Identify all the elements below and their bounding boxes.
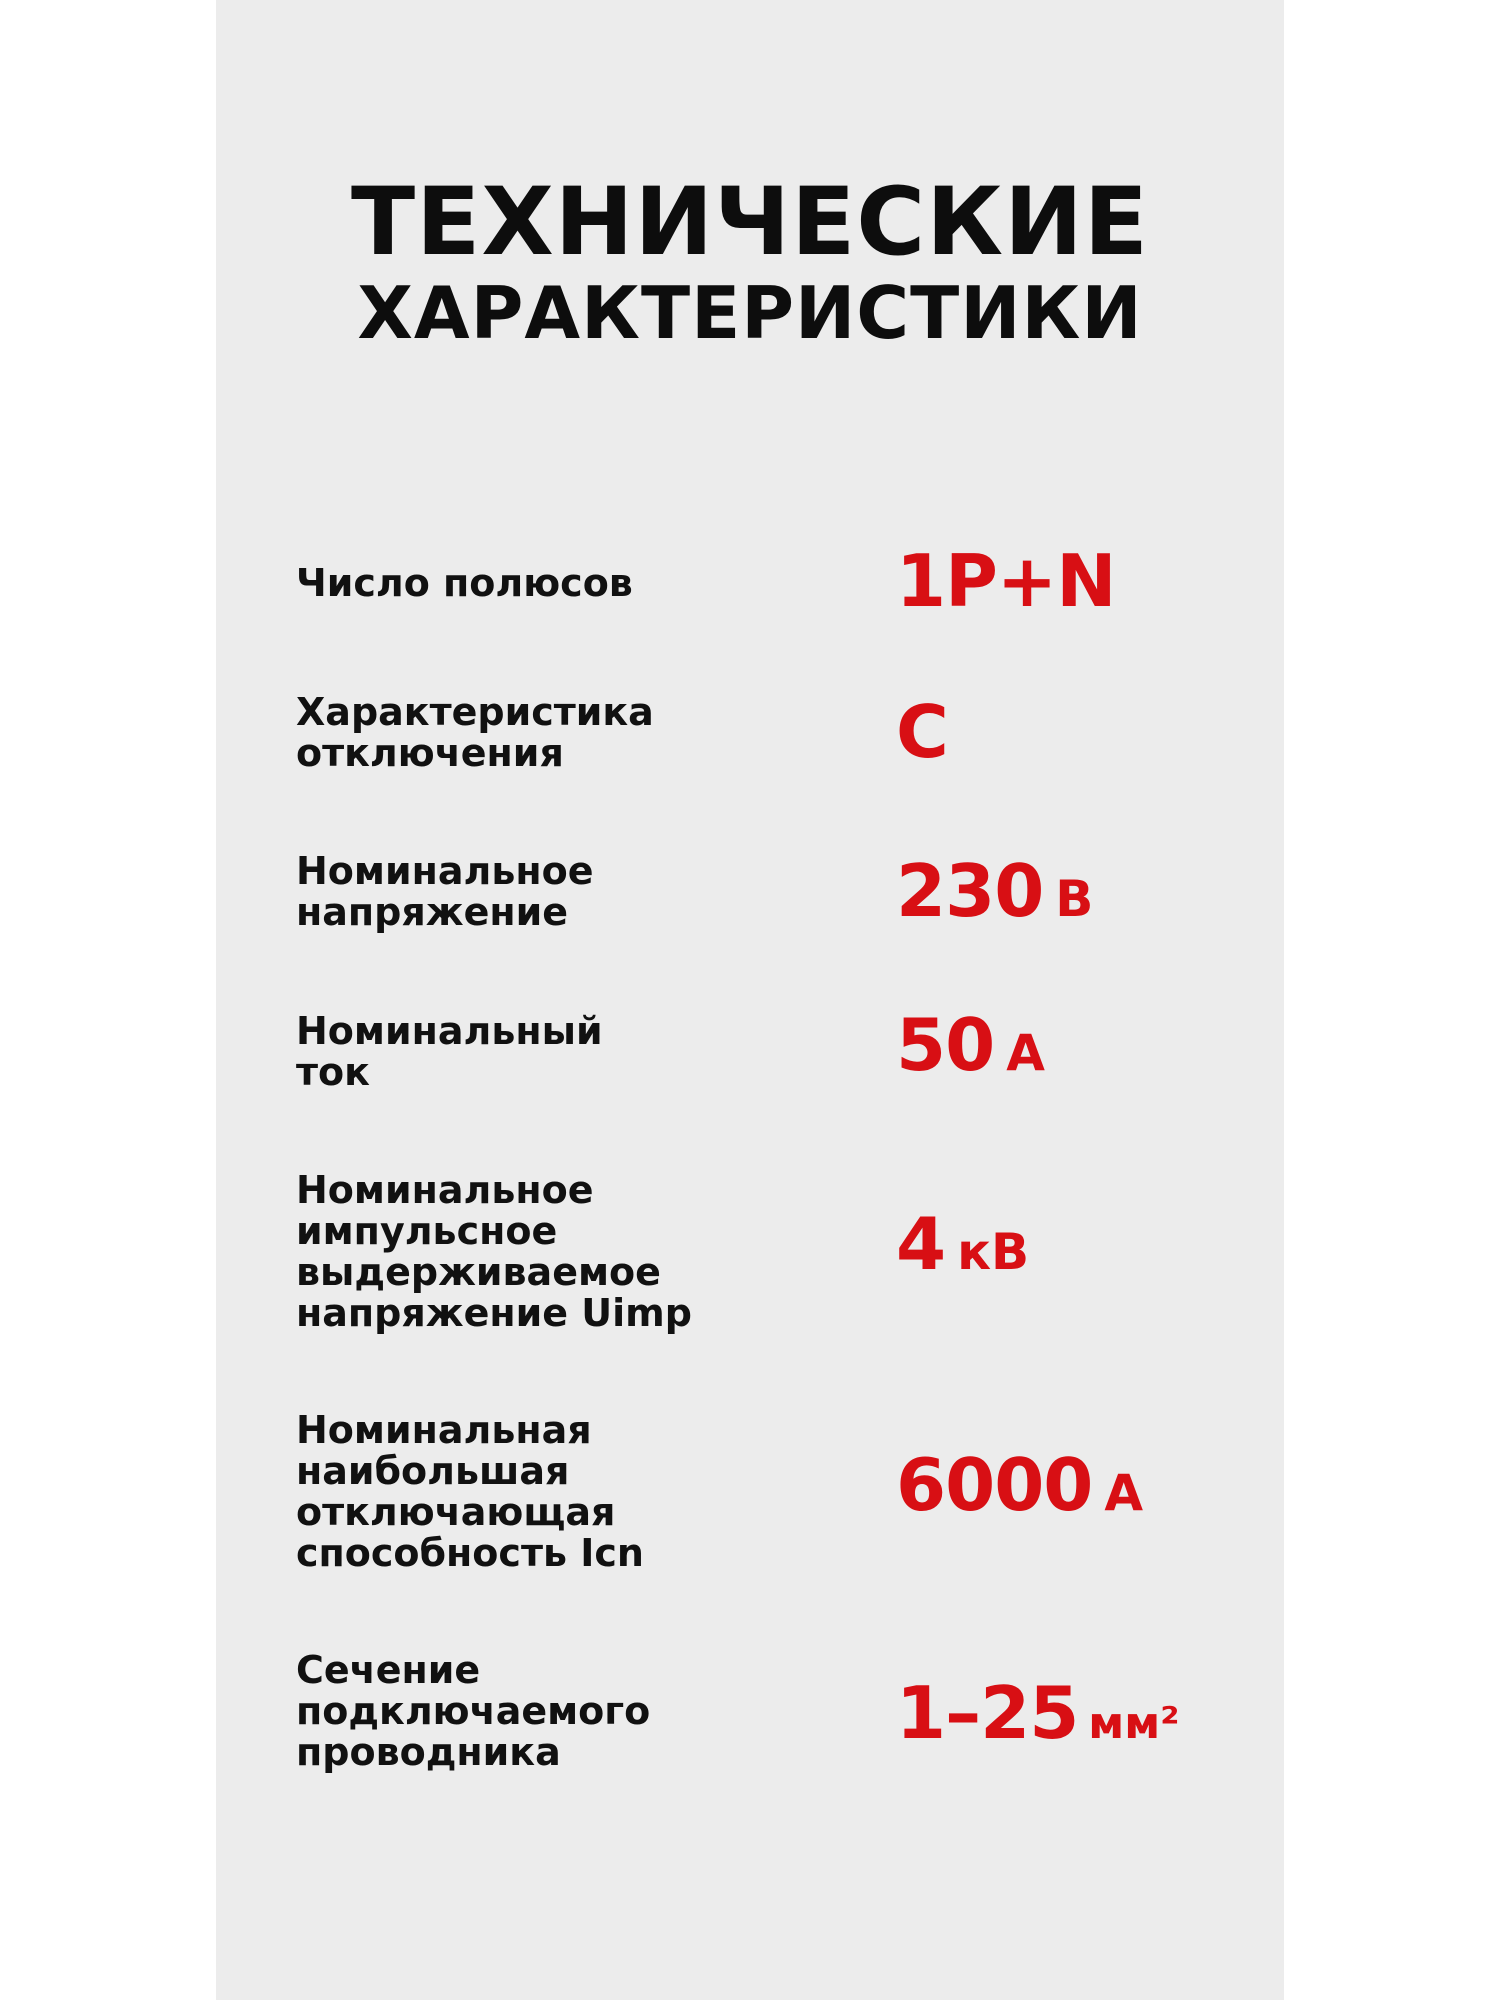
- spec-value-breaking-capacity: [896, 1445, 1143, 1545]
- spec-value-number: 1P+N: [896, 539, 1116, 623]
- spec-value-number: 1–25: [896, 1671, 1079, 1755]
- spec-value-number: 4: [896, 1202, 946, 1286]
- spec-value-rated-voltage: [896, 851, 1093, 951]
- page-title-line-2: ХАРАКТЕРИСТИКИ: [357, 271, 1143, 355]
- spec-label-rated-current: Номинальный ток: [296, 1009, 603, 1094]
- spec-sheet-panel: [216, 0, 1284, 2000]
- spec-value-unit: мм²: [1088, 1698, 1180, 1749]
- spec-label-impulse-voltage: Номинальное импульсное выдерживаемое напряжение Uimp: [296, 1168, 692, 1335]
- page-title-line-1: ТЕХНИЧЕСКИЕ: [350, 168, 1150, 277]
- spec-value-number: C: [896, 690, 948, 774]
- spec-value-number: 6000: [896, 1443, 1093, 1527]
- spec-value-poles: [896, 541, 1115, 641]
- spec-value-impulse-voltage: [896, 1204, 1029, 1304]
- spec-value-conductor-section: [896, 1673, 1180, 1773]
- spec-label-poles: Число полюсов: [296, 561, 633, 605]
- spec-value-unit: А: [1104, 1464, 1144, 1522]
- spec-value-number: 50: [896, 1003, 995, 1087]
- spec-value-unit: А: [1006, 1024, 1045, 1082]
- spec-label-trip-curve: Характеристика отключения: [296, 690, 654, 775]
- spec-value-number: 230: [896, 849, 1044, 933]
- spec-value-unit: кВ: [957, 1223, 1030, 1281]
- spec-label-breaking-capacity: Номинальная наибольшая отключающая способность Icn: [296, 1408, 644, 1575]
- spec-value-rated-current: [896, 1005, 1045, 1105]
- spec-value-trip-curve: [896, 692, 948, 792]
- spec-label-conductor-section: Сечение подключаемого проводника: [296, 1648, 651, 1774]
- spec-label-rated-voltage: Номинальное напряжение: [296, 849, 594, 934]
- spec-value-unit: В: [1055, 870, 1094, 928]
